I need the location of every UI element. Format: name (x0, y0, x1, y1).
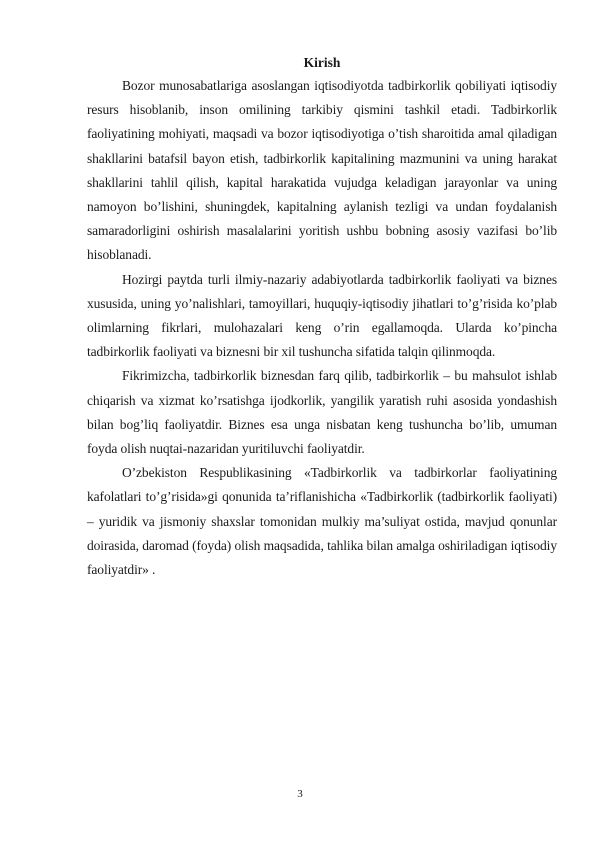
page-number: 3 (297, 788, 303, 800)
paragraph-3: Fikrimizcha, tadbirkorlik biznesdan farq qilib, tadbirkorlik – bu mahsulot ishlab chiqarish va xizmat ko’rsatishga ijodkorlik, yangilik yaratish ruhi asosida yondashish bilan bog’liq faoliyatdir. Biznes esa unga nisbatan keng tushuncha bo’lib, umuman foyda olish nuqtai-nazaridan yuritiluvchi faoliyatdir. (87, 368, 557, 457)
paragraph-1: Bozor munosabatlariga asoslangan iqtisodiyotda tadbirkorlik qobiliyati iqtisodiy resurs hisoblanib, inson omilining tarkibiy qismini tashkil etadi. Tadbirkorlik faoliyatining mohiyati, maqsadi va bozor iqtisodiyotiga o’tish sharoitida amal qiladigan shakllarini batafsil bayon etish, tadbirkorlik kapitalining mazmunini va uning harakat shakllarini tahlil qilish, kapital harakatida vujudga keladigan jarayonlar va uning namoyon bo’lishini, shuningdek, kapitalning aylanish tezligi va undan foydalanish samaradorligini oshirish masalalarini yoritish ushbu bobning asosiy vazifasi bo’lib hisoblanadi. (87, 78, 557, 263)
paragraph-4: O’zbekiston Respublikasining «Tadbirkorlik va tadbirkorlar faoliyatining kafolatlari to’g’risida»gi qonunida ta’riflanishicha «Tadbirkorlik (tadbirkorlik faoliyati) – yuridik va jismoniy shaxslar tomonidan mulkiy ma’suliyat ostida, mavjud qonunlar doirasida, daromad (foyda) olish maqsadida, tahlika bilan amalga oshiriladigan iqtisodiy faoliyatdir» . (87, 465, 557, 578)
paragraph-2: Hozirgi paytda turli ilmiy-nazariy adabiyotlarda tadbirkorlik faoliyati va biznes xususida, uning yo’nalishlari, tamoyillari, huquqiy-iqtisodiy jihatlari to’g’risida ko’plab olimlarning fikrlari, mulohazalari keng o’rin egallamoqda. Ularda ko’pincha tadbirkorlik faoliyati va biznesni bir xil tushuncha sifatida talqin qilinmoqda. (87, 271, 557, 360)
section-title: Kirish (303, 55, 341, 70)
page-content (87, 53, 557, 582)
